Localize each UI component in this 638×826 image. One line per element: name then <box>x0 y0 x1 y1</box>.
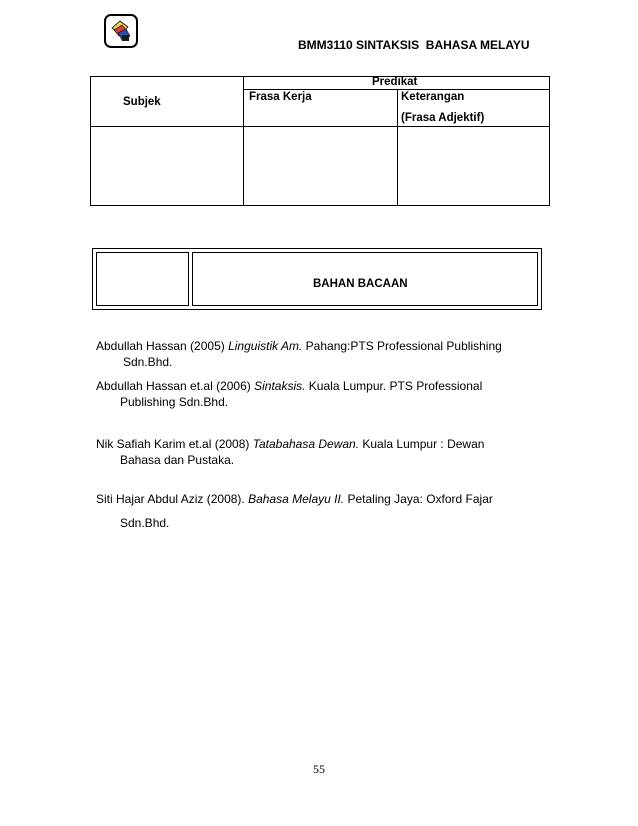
reference-author-year: Siti Hajar Abdul Aziz (2008). <box>96 492 249 506</box>
reference-continuation: Bahasa dan Pustaka. <box>120 453 235 467</box>
reference-item <box>96 338 546 370</box>
reference-author-year: Abdullah Hassan (2005) <box>96 339 229 353</box>
reference-title: Linguistik Am. <box>228 339 303 353</box>
column-header-subjek: Subjek <box>123 96 161 108</box>
cell-frasa-kerja-empty <box>244 127 397 205</box>
reference-title: Sintaksis. <box>254 379 306 393</box>
reference-item <box>96 487 546 535</box>
reference-continuation: Sdn.Bhd. <box>123 355 173 369</box>
reference-item <box>96 436 546 468</box>
reference-publisher: Petaling Jaya: Oxford Fajar <box>344 492 493 506</box>
reference-publisher: Kuala Lumpur. PTS Professional <box>305 379 483 393</box>
reference-continuation: Sdn.Bhd. <box>120 516 170 530</box>
column-header-frasa-adjektif: (Frasa Adjektif) <box>401 112 485 124</box>
cell-keterangan-empty <box>398 127 549 205</box>
column-header-predikat: Predikat <box>372 76 418 88</box>
reference-author-year: Abdullah Hassan et.al (2006) <box>96 379 255 393</box>
logo-emblem-icon <box>108 18 134 44</box>
reference-continuation: Publishing Sdn.Bhd. <box>120 395 229 409</box>
column-header-keterangan: Keterangan <box>401 91 465 103</box>
column-header-frasa-kerja: Frasa Kerja <box>249 91 312 103</box>
sentence-structure-table <box>90 76 550 206</box>
reading-box-left-cell <box>96 252 189 306</box>
cell-subjek-empty <box>91 127 243 205</box>
reference-title: Bahasa Melayu II. <box>248 492 345 506</box>
institution-logo <box>104 14 138 48</box>
reading-materials-title: BAHAN BACAAN <box>313 278 408 290</box>
reading-materials-box <box>92 248 542 310</box>
document-header-title: BMM3110 SINTAKSIS BAHASA MELAYU <box>298 38 530 52</box>
reference-publisher: Pahang:PTS Professional Publishing <box>302 339 502 353</box>
reference-author-year: Nik Safiah Karim et.al (2008) <box>96 437 253 451</box>
reference-publisher: Kuala Lumpur : Dewan <box>359 437 485 451</box>
reference-title: Tatabahasa Dewan. <box>252 437 360 451</box>
reference-item <box>96 378 546 410</box>
page-number: 55 <box>313 762 325 776</box>
